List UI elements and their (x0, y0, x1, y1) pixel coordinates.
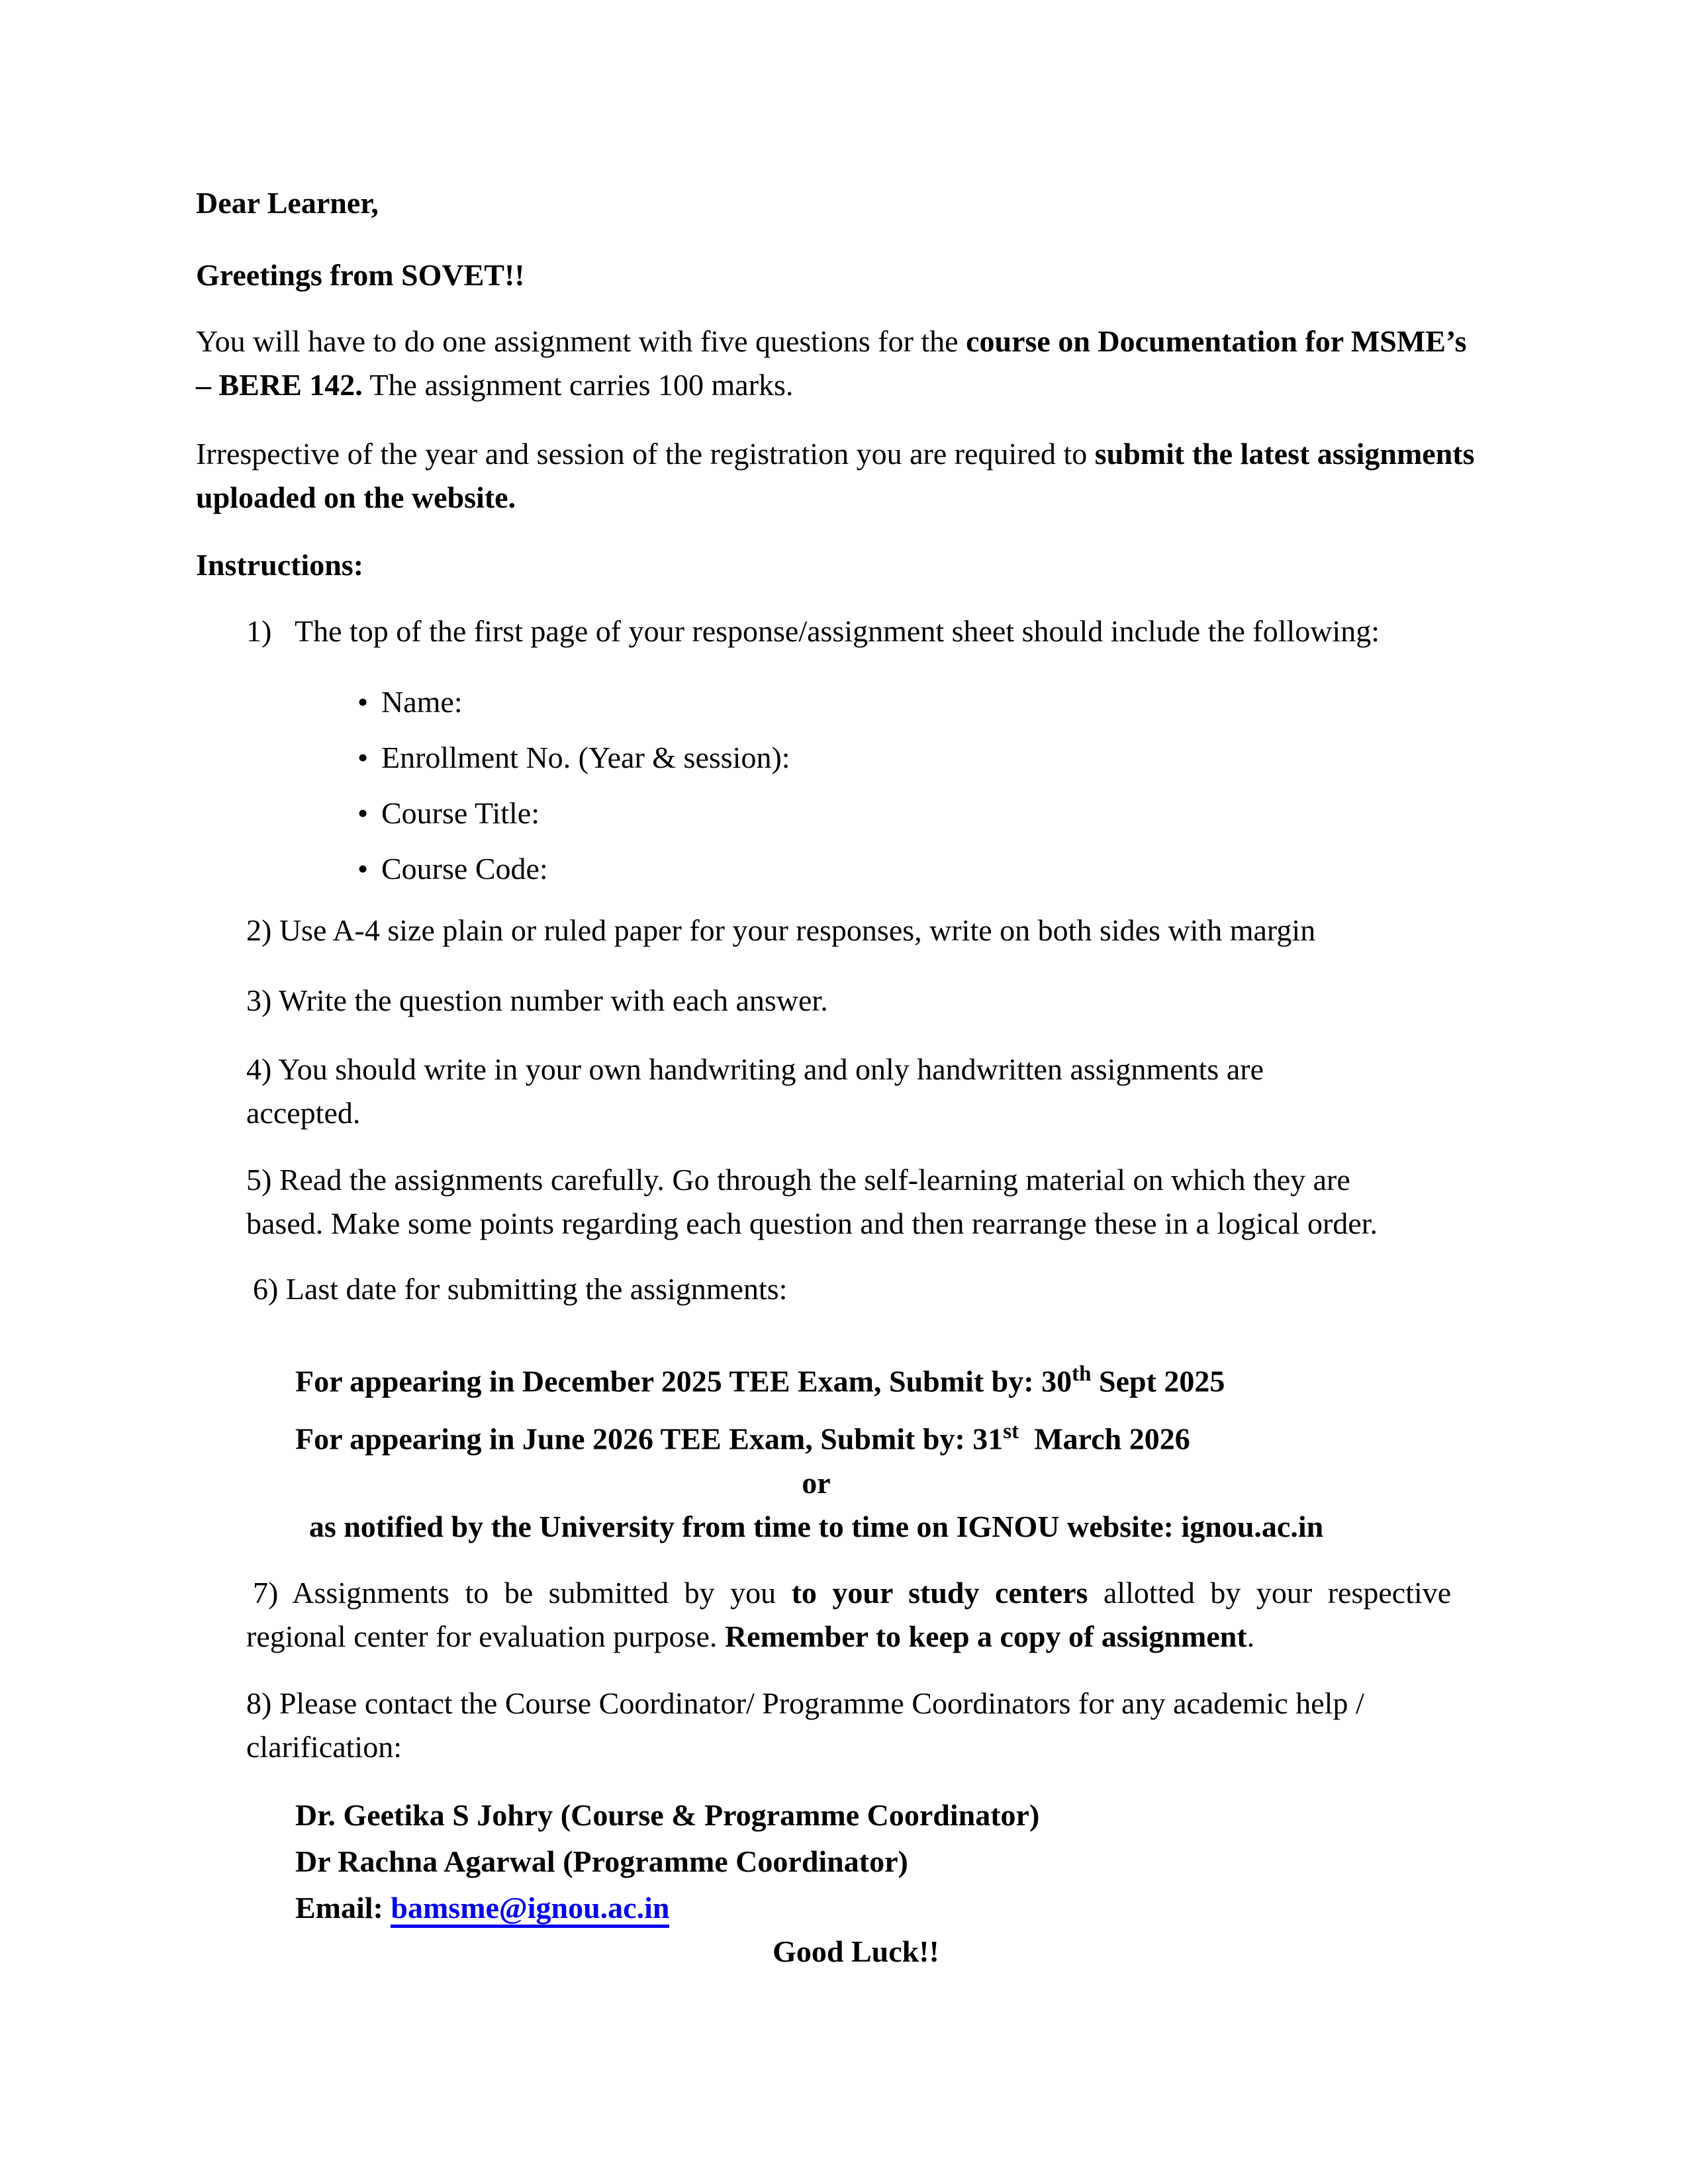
bullet-item-course-title (357, 792, 1516, 835)
intro-paragraph-line-1 (196, 320, 1516, 363)
bullet-item-course-code (357, 847, 1516, 891)
instruction-item-2: 2) Use A-4 size plain or ruled paper for your responses, write on both sides with margin (246, 913, 1316, 947)
instruction-item-8-line-1: 8) Please contact the Course Coordinator/ Programme Coordinators for any academic help / (246, 1686, 1364, 1720)
bullet-icon: • (357, 685, 369, 719)
bullet-icon: • (357, 796, 369, 830)
uploaded-website-bold: uploaded on the website. (196, 480, 516, 514)
bullet-label-course-code: Course Code: (381, 852, 548, 886)
bullet-label-course-title: Course Title: (381, 796, 540, 830)
instruction-item-4-line-2: accepted. (246, 1096, 361, 1130)
email-link[interactable]: bamsme@ignou.ac.in (391, 1891, 669, 1928)
bullet-item-name (357, 680, 1516, 724)
deadline-december-date: Sept 2025 (1091, 1364, 1225, 1398)
registration-paragraph-line-2 (196, 476, 1516, 520)
bullet-item-enrollment (357, 736, 1516, 780)
coordinator-1: Dr. Geetika S Johry (Course & Programme Coordinator) (295, 1797, 1040, 1832)
ordinal-suffix-st: st (1003, 1419, 1019, 1444)
closing-good-luck: Good Luck!! (773, 1934, 939, 1968)
intro-l2-text: The assignment carries 100 marks. (362, 368, 794, 402)
instruction-item-3: 3) Write the question number with each answer. (246, 983, 828, 1017)
registration-l1-text: Irrespective of the year and session of the registration you are required to (196, 437, 1095, 471)
bullet-icon: • (357, 741, 369, 774)
item-7-l2-text: regional center for evaluation purpose. (246, 1619, 725, 1653)
item-1-text: The top of the first page of your response/assignment sheet should include the following: (295, 614, 1380, 648)
instruction-item-4-line-1: 4) You should write in your own handwriting and only handwritten assignments are (246, 1052, 1264, 1086)
or-separator: or (802, 1465, 831, 1500)
deadline-june-text: For appearing in June 2026 TEE Exam, Submit by: 31 (295, 1422, 1004, 1456)
instruction-item-1 (246, 610, 1516, 653)
keep-copy-bold: Remember to keep a copy of assignment (724, 1619, 1247, 1653)
email-line (295, 1886, 1516, 1930)
notified-line: as notified by the University from time to time on IGNOU website: ignou.ac.in (308, 1509, 1324, 1543)
instructions-heading: Instructions: (196, 548, 364, 582)
study-centers-bold: to your study centers (791, 1575, 1088, 1610)
ordinal-suffix-th: th (1072, 1361, 1092, 1386)
submit-latest-bold: submit the latest assignments (1094, 437, 1475, 471)
bullet-icon: • (357, 852, 369, 886)
email-label: Email: (295, 1890, 391, 1925)
coordinator-2: Dr Rachna Agarwal (Programme Coordinator) (295, 1844, 908, 1878)
item-7-l1-text: 7) Assignments to be submitted by you (253, 1575, 792, 1610)
deadline-december-text: For appearing in December 2025 TEE Exam, Submit by: 30 (295, 1364, 1072, 1398)
course-name-bold: course on Documentation for MSME’s (966, 324, 1467, 358)
deadline-june-date: March 2026 (1019, 1422, 1190, 1456)
item-7-l1-tail: allotted by your respective (1088, 1575, 1452, 1610)
deadline-december-line (295, 1352, 1516, 1403)
instruction-item-5-line-1: 5) Read the assignments carefully. Go through the self-learning material on which they are (246, 1163, 1350, 1197)
course-code-bold: – BERE 142. (196, 368, 363, 402)
subheading: Greetings from SOVET!! (196, 258, 525, 292)
intro-paragraph-line-2 (196, 363, 1516, 407)
bullet-label-name: Name: (381, 685, 463, 719)
item-7-l2-period: . (1246, 1619, 1255, 1653)
instruction-item-7-line-2 (246, 1615, 1516, 1659)
intro-l1-text: You will have to do one assignment with five questions for the (196, 324, 966, 358)
instruction-item-7-line-1 (253, 1571, 1516, 1615)
registration-paragraph-line-1 (196, 432, 1516, 476)
instruction-item-6: 6) Last date for submitting the assignments: (253, 1272, 788, 1306)
instruction-item-5-line-2: based. Make some points regarding each question and then rearrange these in a logical order. (246, 1206, 1378, 1240)
deadline-june-line (295, 1410, 1516, 1461)
greeting: Dear Learner, (196, 186, 379, 220)
item-1-number: 1) (246, 614, 272, 648)
bullet-label-enrollment: Enrollment No. (Year & session): (381, 741, 790, 774)
instruction-item-8-line-2: clarification: (246, 1729, 402, 1764)
